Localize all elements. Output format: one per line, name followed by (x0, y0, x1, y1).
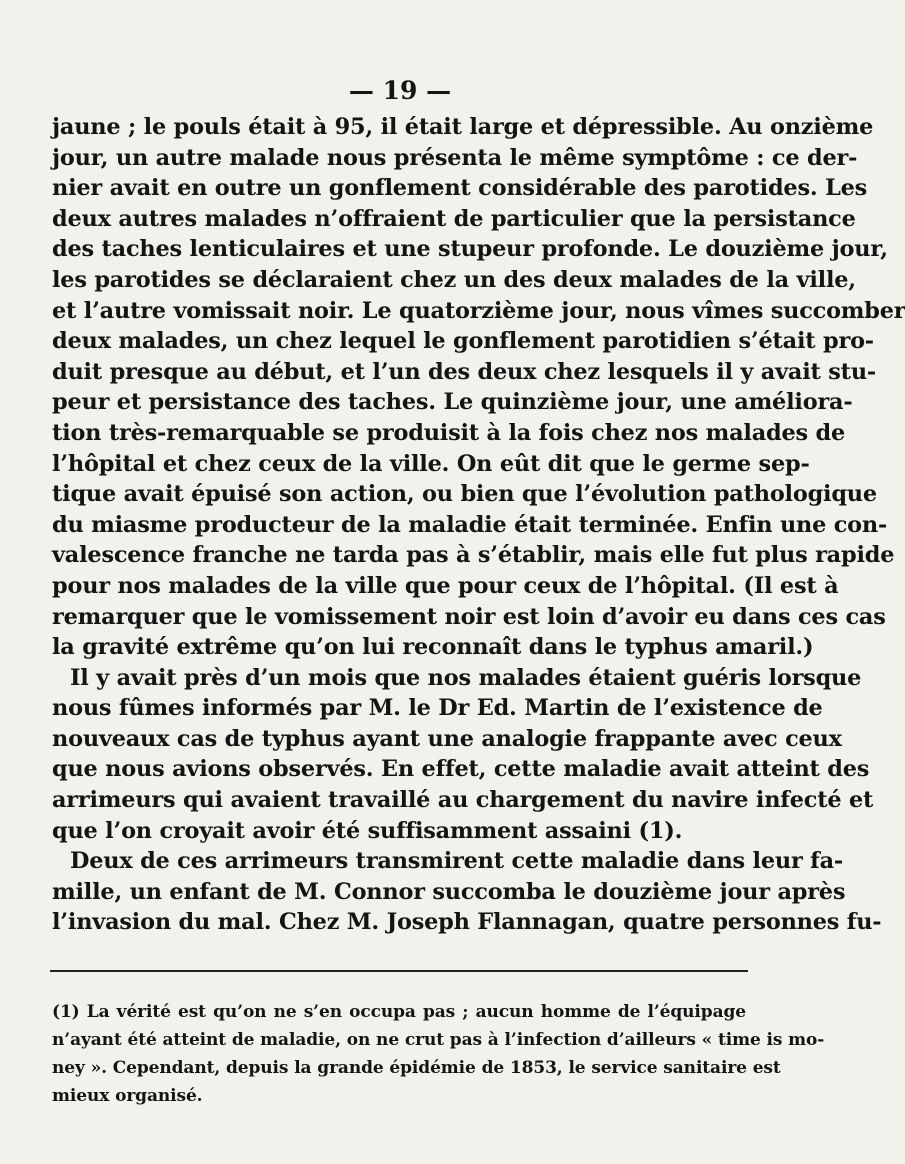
text-line: tique avait épuisé son action, ou bien que l’évolution pathologique (52, 481, 877, 508)
text-line: nous fûmes informés par M. le Dr Ed. Martin de l’existence de (52, 695, 823, 722)
text-line: que nous avions observés. En effet, cette maladie avait atteint des (52, 756, 870, 783)
text-line: peur et persistance des taches. Le quinzième jour, une améliora- (52, 389, 853, 416)
paragraph-2 (52, 663, 874, 847)
text-line: jour, un autre malade nous présenta le même symptôme : ce der- (52, 144, 858, 171)
text-line: deux malades, un chez lequel le gonflement parotidien s’était pro- (52, 328, 874, 355)
text-line: que l’on croyait avoir été suffisamment assaini (1). (52, 817, 683, 844)
footnote-line: ney ». Cependant, depuis la grande épidémie de 1853, le service sanitaire est (52, 1058, 781, 1078)
text-line: pour nos malades de la ville que pour ceux de l’hôpital. (Il est à (52, 572, 839, 599)
text-line: nier avait en outre un gonflement considérable des parotides. Les (52, 175, 868, 202)
footnote-line: (1) La vérité est qu’on ne s’en occupa pas ; aucun homme de l’équipage (52, 1002, 746, 1022)
text-line: des taches lenticulaires et une stupeur profonde. Le douzième jour, (52, 236, 888, 263)
text-line: remarquer que le vomissement noir est loin d’avoir eu dans ces cas (52, 603, 886, 630)
text-line: tion très-remarquable se produisit à la fois chez nos malades de (52, 419, 846, 446)
text-line: la gravité extrême qu’on lui reconnaît dans le typhus amaril.) (52, 634, 814, 661)
text-line: deux autres malades n’offraient de particulier que la persistance (52, 205, 856, 232)
text-line: Deux de ces arrimeurs transmirent cette maladie dans leur fa- (70, 848, 843, 875)
text-line: mille, un enfant de M. Connor succomba le douzième jour après (52, 878, 846, 905)
text-line: nouveaux cas de typhus ayant une analogie frappante avec ceux (52, 725, 842, 752)
text-line: du miasme producteur de la maladie était terminée. Enfin une con- (52, 511, 888, 538)
text-line: duit presque au début, et l’un des deux chez lesquels il y avait stu- (52, 358, 876, 385)
footnote-divider (50, 970, 748, 972)
page-number: — 19 — (348, 76, 452, 105)
text-line: arrimeurs qui avaient travaillé au chargement du navire infecté et (52, 787, 874, 814)
footnote-line: n’ayant été atteint de maladie, on ne crut pas à l’infection d’ailleurs « time is mo- (52, 1030, 825, 1050)
text-line: les parotides se déclaraient chez un des deux malades de la ville, (52, 266, 856, 293)
text-line: l’hôpital et chez ceux de la ville. On eût dit que le germe sep- (52, 450, 810, 477)
footnote-line: mieux organisé. (52, 1086, 203, 1106)
main-text (52, 112, 905, 938)
text-line: Il y avait près d’un mois que nos malades étaient guéris lorsque (70, 664, 862, 691)
text-line: jaune ; le pouls était à 95, il était large et dépressible. Au onzième (52, 114, 874, 140)
text-line: valescence franche ne tarda pas à s’établir, mais elle fut plus rapide (52, 542, 895, 569)
text-line: l’invasion du mal. Chez M. Joseph Flannagan, quatre personnes fu- (52, 909, 882, 936)
text-line: et l’autre vomissait noir. Le quatorzième jour, nous vîmes succomber (52, 297, 905, 324)
paragraph-3 (52, 846, 882, 938)
footnote (52, 998, 825, 1110)
paragraph-1 (52, 112, 905, 663)
